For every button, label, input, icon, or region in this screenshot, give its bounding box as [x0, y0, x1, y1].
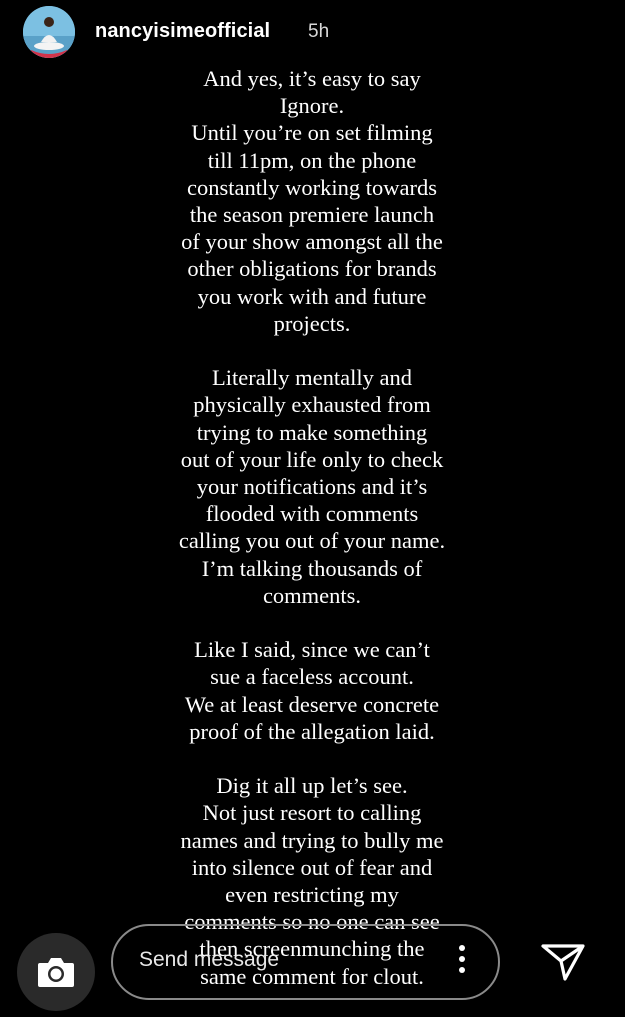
story-line: flooded with comments [205, 501, 419, 527]
avatar-image [23, 6, 75, 58]
story-line: other obligations for brands [187, 256, 437, 282]
story-line: into silence out of fear and [191, 854, 433, 880]
story-line: comments. [262, 582, 362, 608]
story-line: of your show amongst all the [181, 229, 443, 255]
story-blank-line [112, 337, 512, 364]
story-line: And yes, it’s easy to say [203, 66, 421, 91]
story-text [112, 65, 512, 990]
story-line: you work with and future [197, 283, 427, 309]
story-line: sue a faceless account. [210, 664, 414, 690]
story-blank-line [112, 609, 512, 636]
username[interactable]: nancyisimeofficial [95, 20, 271, 42]
story-line: same comment for clout. [200, 963, 424, 989]
story-line: trying to make something [196, 419, 428, 445]
story-blank-line [112, 745, 512, 772]
camera-button[interactable] [17, 933, 95, 1011]
story-line: calling you out of your name. [178, 528, 446, 554]
story-line: the season premiere launch [189, 202, 435, 228]
camera-icon [36, 955, 76, 989]
story-line: even restricting my [225, 882, 399, 908]
story-line: proof of the allegation laid. [189, 718, 435, 744]
story-line: names and trying to bully me [180, 827, 444, 853]
story-line: Dig it all up let’s see. [216, 773, 408, 799]
story-line: comments so no one can see [184, 909, 440, 935]
send-button[interactable] [540, 942, 586, 982]
send-icon [540, 942, 586, 982]
story-line: Literally mentally and [212, 365, 412, 391]
story-line: Until you’re on set filming [191, 120, 433, 146]
story-reply-bar [0, 920, 625, 1017]
post-time: 5h [308, 21, 330, 42]
story-line: out of your life only to check [180, 446, 444, 472]
story-header [0, 0, 625, 70]
story-line: projects. [273, 310, 351, 336]
story-line: I’m talking thousands of [201, 555, 423, 581]
story-line: till 11pm, on the phone [207, 147, 417, 173]
story-line: Like I said, since we can’t [194, 637, 430, 663]
message-box[interactable] [111, 924, 500, 1000]
story-line: We at least deserve concrete [184, 691, 440, 717]
message-input[interactable] [139, 948, 439, 972]
story-line: constantly working towards [187, 174, 437, 200]
story-line: then screenmunching the [199, 936, 425, 962]
avatar[interactable] [23, 6, 75, 58]
story-line: physically exhausted from [193, 392, 431, 418]
story-line: Not just resort to calling [202, 800, 422, 826]
more-vertical-icon[interactable] [453, 942, 471, 982]
story-line: your notifications and it’s [196, 474, 428, 500]
story-line: Ignore. [279, 93, 345, 119]
